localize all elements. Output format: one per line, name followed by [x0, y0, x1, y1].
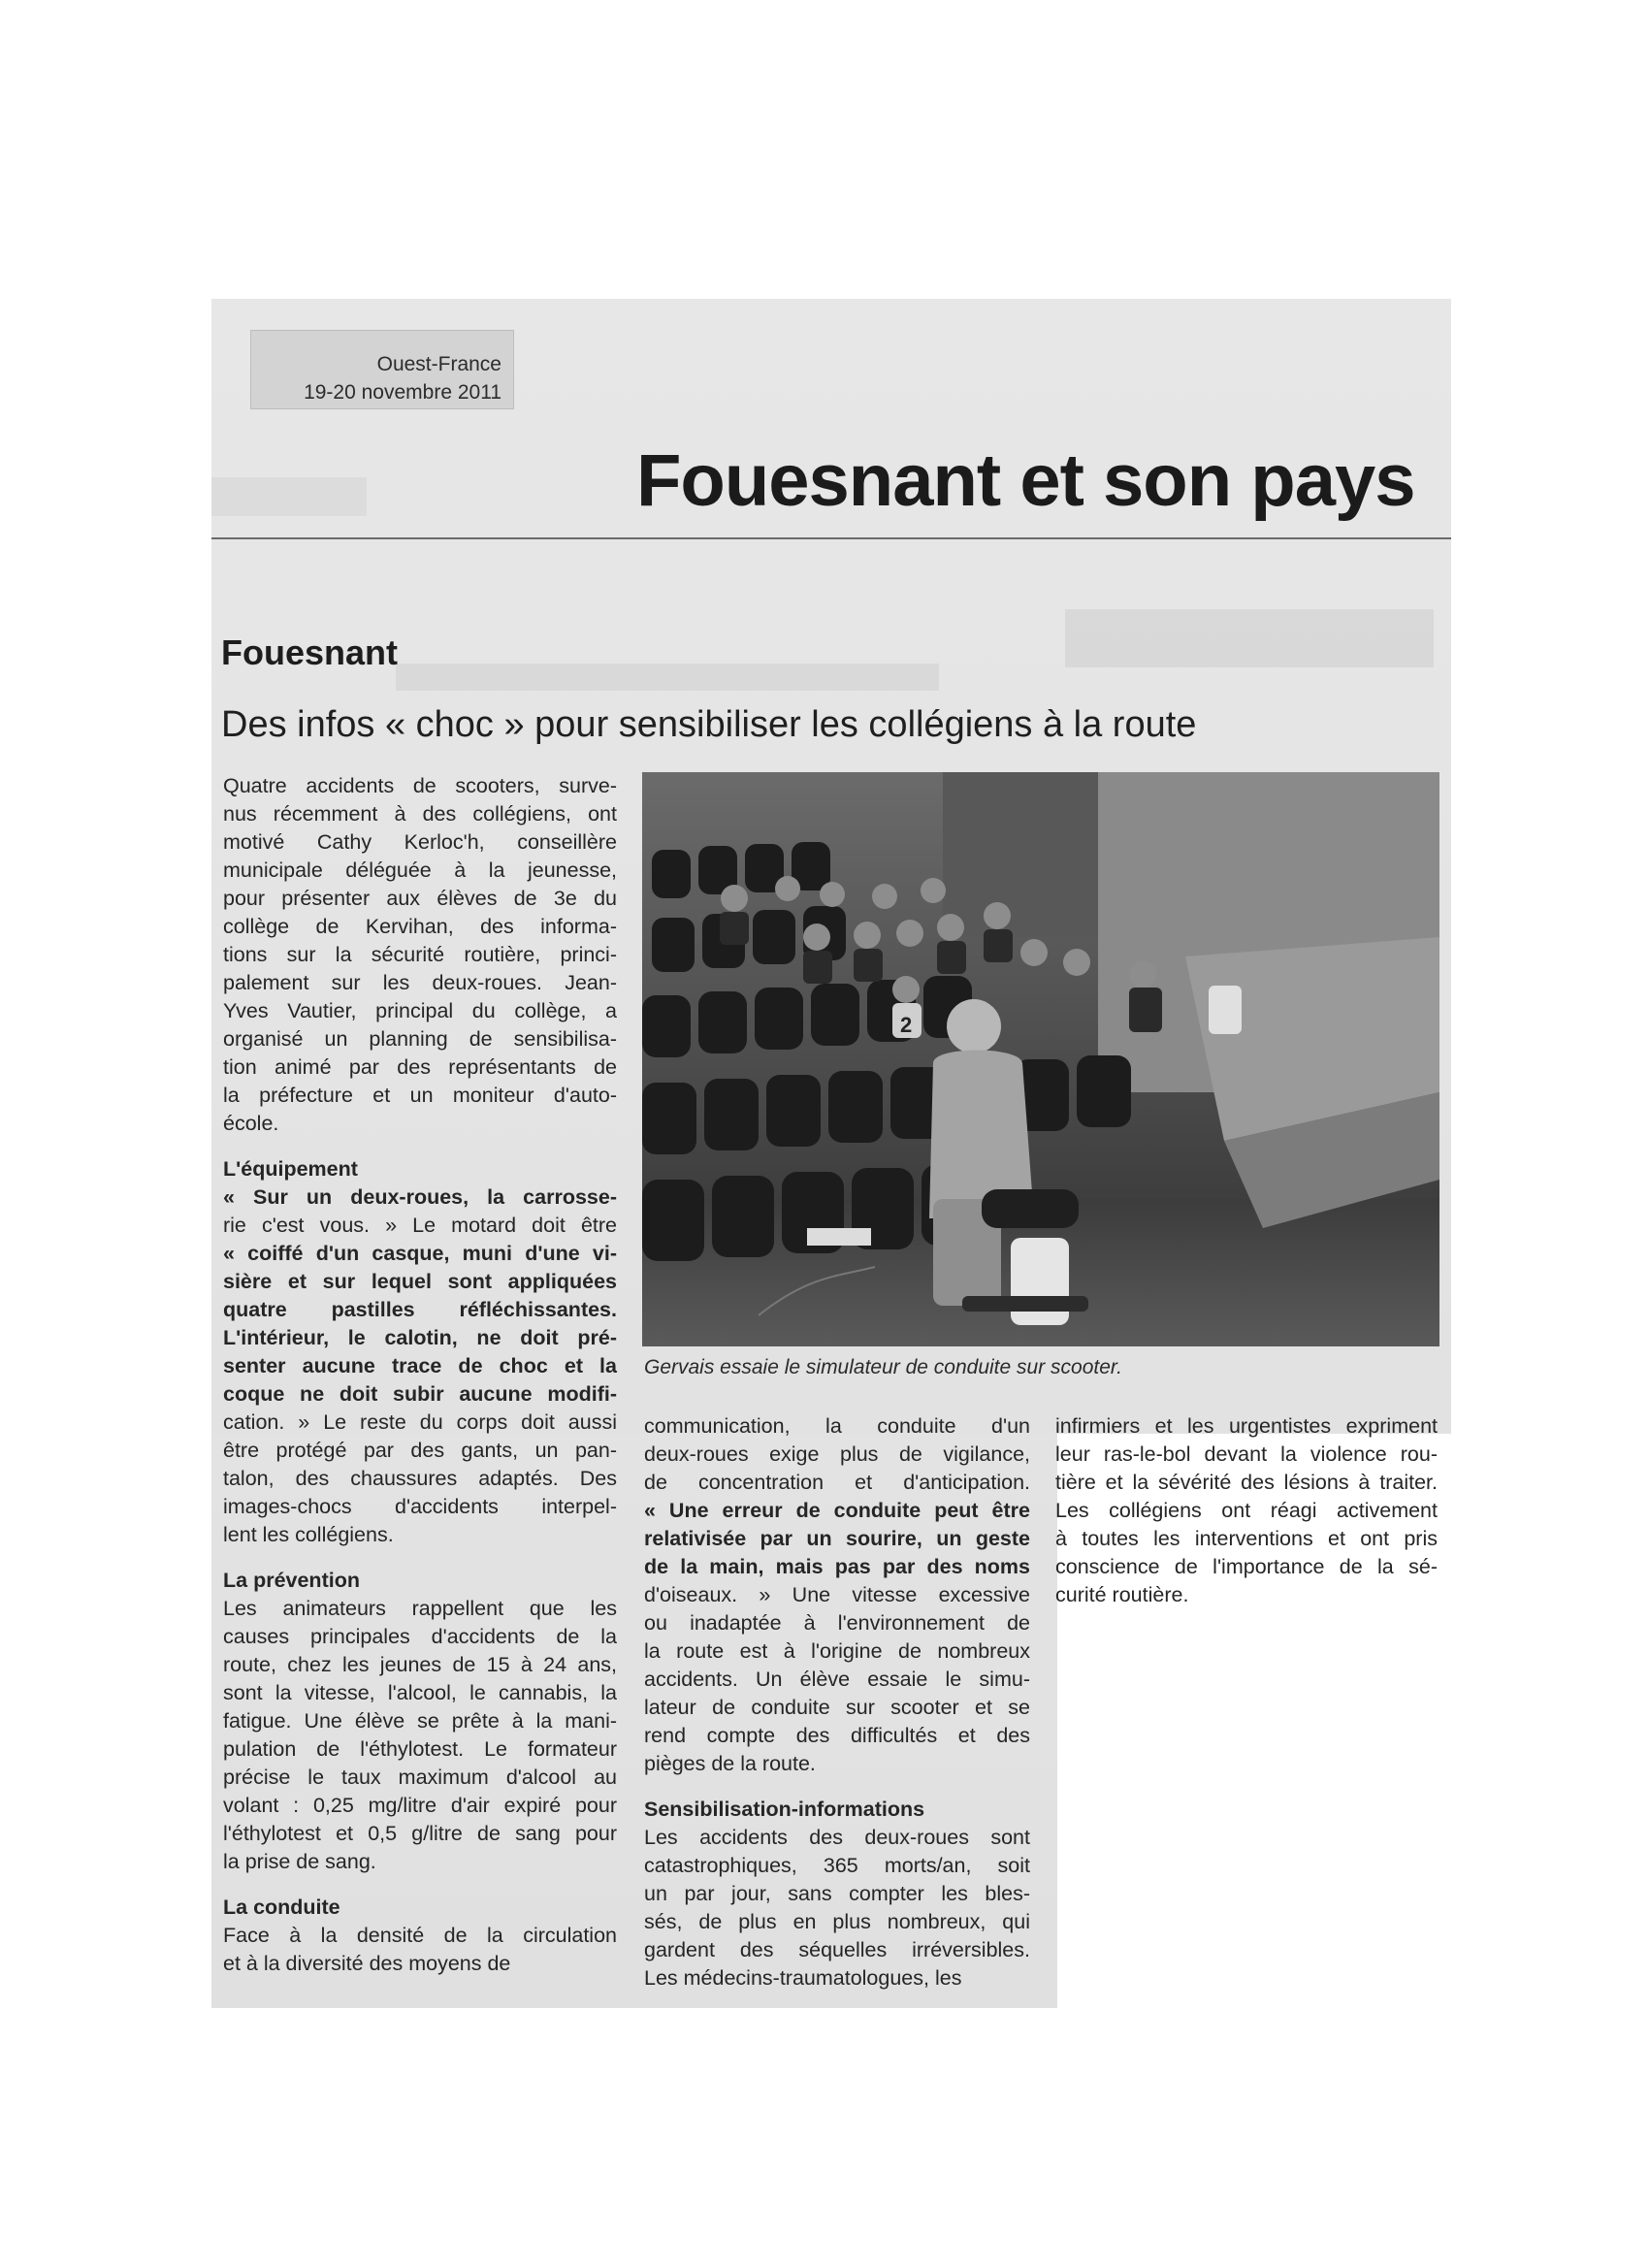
text-line: tière et la sévérité des lésions à traiter.: [1055, 1471, 1438, 1494]
subheading-conduite: La conduite: [223, 1895, 340, 1919]
article-column-3: [1055, 1412, 1438, 1627]
text-line: gardent des séquelles irréversibles.: [644, 1938, 1030, 1961]
text-line: nus récemment à des collégiens, ont: [223, 802, 617, 826]
section-title: Fouesnant et son pays: [636, 439, 1415, 522]
conduite-paragraph-continued: [644, 1412, 1030, 1778]
subheading-equipement: L'équipement: [223, 1157, 358, 1181]
article-headline: Des infos « choc » pour sensibiliser les collégiens à la route: [221, 704, 1197, 745]
text-line: « coiffé d'un casque, muni d'une vi-: [223, 1242, 617, 1265]
prevention-paragraph: [223, 1595, 617, 1876]
text-line: communication, la conduite d'un: [644, 1414, 1030, 1438]
photo-illustration: [642, 772, 1439, 1346]
text-line: causes principales d'accidents de la: [223, 1625, 617, 1648]
text-line: catastrophiques, 365 morts/an, soit: [644, 1854, 1030, 1877]
lead-paragraph: [223, 772, 617, 1138]
text-line: quatre pastilles réfléchissantes.: [223, 1298, 617, 1321]
text-line: école.: [223, 1112, 279, 1135]
text-line: et à la diversité des moyens de: [223, 1952, 511, 1975]
text-line: relativisée par un sourire, un geste: [644, 1527, 1030, 1550]
text-line: fatigue. Une élève se prête à la mani-: [223, 1709, 617, 1733]
text-line: Yves Vautier, principal du collège, a: [223, 999, 617, 1022]
text-line: coque ne doit subir aucune modifi-: [223, 1382, 617, 1406]
text-line: images-chocs d'accidents interpel-: [223, 1495, 617, 1518]
text-line: deux-roues exige plus de vigilance,: [644, 1442, 1030, 1466]
article-column-1: [223, 772, 617, 1995]
text-line: palement sur les deux-roues. Jean-: [223, 971, 617, 994]
text-line: pièges de la route.: [644, 1752, 816, 1775]
text-line: sont la vitesse, l'alcool, le cannabis, la: [223, 1681, 617, 1704]
text-line: sés, de plus en plus nombreux, qui: [644, 1910, 1030, 1933]
sensibilisation-paragraph-continued: [1055, 1412, 1438, 1609]
text-line: motivé Cathy Kerloc'h, conseillère: [223, 830, 617, 854]
text-line: accidents. Un élève essaie le simu-: [644, 1668, 1030, 1691]
sensibilisation-paragraph: [644, 1824, 1030, 1993]
text-line: organisé un planning de sensibilisa-: [223, 1027, 617, 1051]
text-line: « Sur un deux-roues, la carrosse-: [223, 1185, 617, 1209]
text-line: de la main, mais pas par des noms: [644, 1555, 1030, 1578]
show-through-mark: [211, 477, 367, 516]
subheading-prevention: La prévention: [223, 1569, 360, 1592]
text-line: à toutes les interventions et ont pris: [1055, 1527, 1438, 1550]
text-line: cation. » Le reste du corps doit aussi: [223, 1410, 617, 1434]
subheading-sensibilisation: Sensibilisation-informations: [644, 1798, 925, 1821]
text-line: talon, des chaussures adaptés. Des: [223, 1467, 617, 1490]
text-line: collège de Kervihan, des informa-: [223, 915, 617, 938]
text-line: rie c'est vous. » Le motard doit être: [223, 1214, 617, 1237]
text-line: conscience de l'importance de la sé-: [1055, 1555, 1438, 1578]
text-line: lent les collégiens.: [223, 1523, 394, 1546]
text-line: pulation de l'éthylotest. Le formateur: [223, 1737, 617, 1761]
text-line: la route est à l'origine de nombreux: [644, 1639, 1030, 1663]
text-line: tions sur la sécurité routière, princi-: [223, 943, 617, 966]
text-line: Les médecins-traumatologues, les: [644, 1966, 962, 1990]
newspaper-clipping: [211, 299, 1451, 2008]
source-date: 19-20 novembre 2011: [304, 381, 501, 404]
text-line: Les accidents des deux-roues sont: [644, 1826, 1030, 1849]
jersey-number: 2: [900, 1013, 913, 1037]
text-line: volant : 0,25 mg/litre d'air expiré pour: [223, 1794, 617, 1817]
text-line: la préfecture et un moniteur d'auto-: [223, 1084, 617, 1107]
text-line: municipale déléguée à la jeunesse,: [223, 859, 617, 882]
text-line: rend compte des difficultés et des: [644, 1724, 1030, 1747]
locality-label: Fouesnant: [221, 632, 399, 672]
source-name: Ouest-France: [376, 353, 501, 375]
section-rule: [211, 537, 1451, 539]
text-line: infirmiers et les urgentistes expriment: [1055, 1414, 1438, 1438]
source-label: [250, 330, 514, 409]
text-line: ou inadaptée à l'environnement de: [644, 1611, 1030, 1635]
text-line: Les animateurs rappellent que les: [223, 1597, 617, 1620]
text-line: la prise de sang.: [223, 1850, 376, 1873]
text-line: leur ras-le-bol devant la violence rou-: [1055, 1442, 1438, 1466]
text-line: sière et sur lequel sont appliquées: [223, 1270, 617, 1293]
show-through-mark: [396, 664, 939, 691]
text-line: Les collégiens ont réagi activement: [1055, 1499, 1438, 1522]
text-line: Quatre accidents de scooters, surve-: [223, 774, 617, 797]
text-line: précise le taux maximum d'alcool au: [223, 1766, 617, 1789]
text-line: un par jour, sans compter les bles-: [644, 1882, 1030, 1905]
text-line: route, chez les jeunes de 15 à 24 ans,: [223, 1653, 617, 1676]
article-photo: [642, 772, 1439, 1346]
text-line: « Une erreur de conduite peut être: [644, 1499, 1030, 1522]
text-line: d'oiseaux. » Une vitesse excessive: [644, 1583, 1030, 1606]
text-line: lateur de conduite sur scooter et se: [644, 1696, 1030, 1719]
text-line: L'intérieur, le calotin, ne doit pré-: [223, 1326, 617, 1349]
conduite-paragraph-start: [223, 1922, 617, 1978]
text-line: tion animé par des représentants de: [223, 1055, 617, 1079]
text-line: senter aucune trace de choc et la: [223, 1354, 617, 1377]
text-line: l'éthylotest et 0,5 g/litre de sang pour: [223, 1822, 617, 1845]
text-line: Face à la densité de la circulation: [223, 1924, 617, 1947]
article-column-2: [644, 1412, 1030, 2010]
text-line: être protégé par des gants, un pan-: [223, 1439, 617, 1462]
text-line: curité routière.: [1055, 1583, 1189, 1606]
equipement-paragraph: [223, 1183, 617, 1549]
text-line: de concentration et d'anticipation.: [644, 1471, 1030, 1494]
text-line: pour présenter aux élèves de 3e du: [223, 887, 617, 910]
photo-caption: Gervais essaie le simulateur de conduite sur scooter.: [644, 1356, 1122, 1378]
show-through-mark: [1065, 609, 1434, 667]
